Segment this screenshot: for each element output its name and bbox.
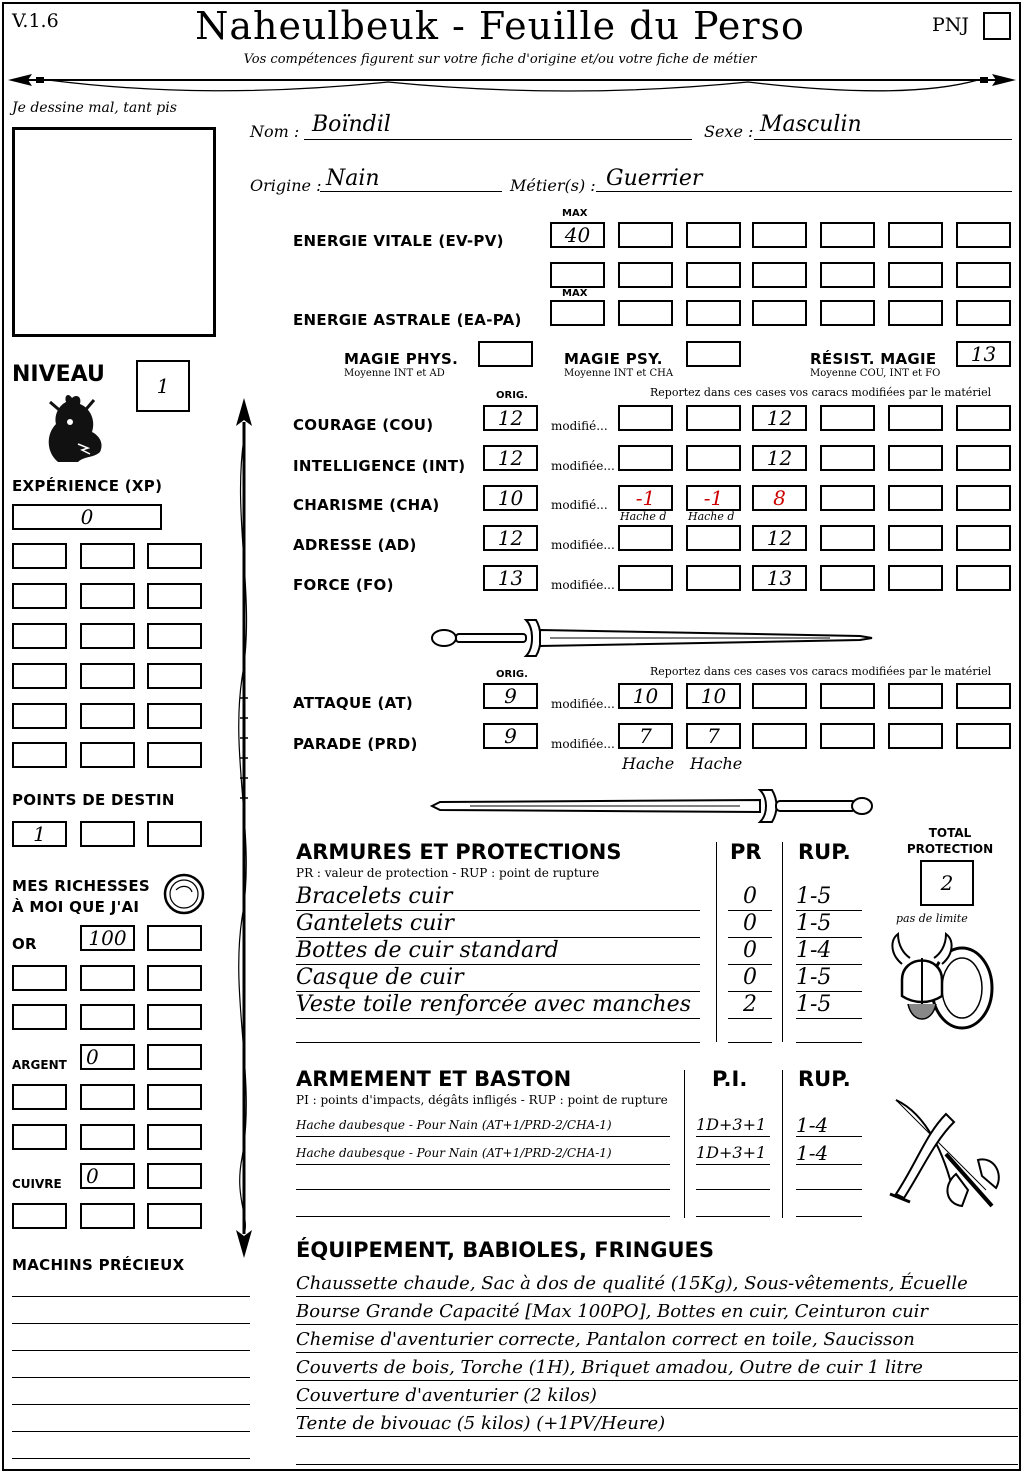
adresse-mod-2[interactable]	[686, 525, 741, 551]
crossed-weapons-icon	[886, 1094, 1006, 1216]
arme-line[interactable]	[696, 1189, 770, 1190]
xp-box[interactable]	[80, 583, 135, 609]
arme-line[interactable]	[296, 1216, 670, 1217]
charisme-note-2: Hache d	[688, 510, 735, 523]
pnj-label: PNJ	[932, 14, 970, 36]
xp-box[interactable]	[12, 703, 67, 729]
ea-box[interactable]	[618, 300, 673, 326]
courage-label: COURAGE (COU)	[293, 416, 434, 434]
armure-line[interactable]	[728, 1042, 772, 1043]
armure-rup[interactable]: 1-5	[796, 884, 862, 911]
or-label: OR	[12, 935, 37, 953]
argent-box[interactable]	[147, 1044, 202, 1070]
magie-psy-label: MAGIE PSY.	[564, 350, 663, 368]
courage-mod-box[interactable]	[956, 405, 1011, 431]
armures-divider	[716, 842, 717, 1042]
machins-label: MACHINS PRÉCIEUX	[12, 1256, 185, 1274]
ev-box[interactable]	[550, 262, 605, 288]
courage-mod-label: modifié...	[551, 419, 608, 433]
parade-mod-box[interactable]	[820, 723, 875, 749]
adresse-mod-label: modifiée...	[551, 538, 615, 552]
intelligence-mod-1[interactable]	[618, 445, 673, 471]
or-field[interactable]: 100	[80, 925, 135, 951]
charisme-mod-box[interactable]	[820, 485, 875, 511]
charisme-mod-box[interactable]	[956, 485, 1011, 511]
or-box[interactable]	[147, 965, 202, 991]
xp-box[interactable]	[147, 703, 202, 729]
cuivre-box[interactable]	[12, 1203, 67, 1229]
metier-label: Métier(s) :	[510, 176, 596, 195]
arme-name[interactable]: Hache daubesque - Pour Nain (AT+1/PRD-2/CHA-1)	[296, 1114, 670, 1137]
armure-pr[interactable]: 0	[728, 965, 772, 992]
pas-de-limite-note: pas de limite	[896, 912, 968, 925]
armures-pr-header: PR	[730, 840, 762, 864]
ea-box[interactable]	[956, 300, 1011, 326]
armement-note: PI : points d'impacts, dégâts infligés - RUP : point de rupture	[296, 1093, 668, 1107]
niveau-field[interactable]: 1	[136, 360, 190, 412]
ea-box[interactable]	[752, 300, 807, 326]
sword-icon	[430, 610, 875, 660]
magie-psy-field[interactable]	[686, 341, 741, 367]
combat-note-2: Hache	[690, 754, 743, 773]
armement-divider	[782, 1070, 783, 1218]
ev-box[interactable]	[686, 262, 741, 288]
version-label: V.1.6	[12, 10, 59, 32]
xp-box[interactable]	[80, 663, 135, 689]
carac-orig-label: ORIG.	[496, 390, 528, 401]
intelligence-mod-box[interactable]	[956, 445, 1011, 471]
xp-box[interactable]	[12, 663, 67, 689]
ea-max-field[interactable]	[550, 300, 605, 326]
force-label: FORCE (FO)	[293, 576, 394, 594]
portrait-box[interactable]	[12, 127, 216, 337]
destin-box[interactable]	[147, 821, 202, 847]
or-box[interactable]	[147, 1004, 202, 1030]
attaque-mod-label: modifiée...	[551, 697, 615, 711]
arme-rup[interactable]: 1-4	[796, 1114, 862, 1137]
arme-line[interactable]	[696, 1216, 770, 1217]
equipement-line[interactable]: Tente de bivouac (5 kilos) (+1PV/Heure)	[296, 1412, 1018, 1437]
parade-orig[interactable]: 9	[483, 723, 538, 749]
force-orig[interactable]: 13	[483, 565, 538, 591]
attaque-orig[interactable]: 9	[483, 683, 538, 709]
parade-label: PARADE (PRD)	[293, 735, 418, 753]
armure-name[interactable]: Casque de cuir	[296, 965, 700, 992]
ea-label: ENERGIE ASTRALE (EA-PA)	[293, 311, 522, 329]
pnj-checkbox[interactable]	[983, 12, 1011, 40]
armure-pr[interactable]: 2	[728, 992, 772, 1019]
or-box[interactable]	[147, 925, 202, 951]
armement-pi-header: P.I.	[712, 1067, 748, 1091]
cuivre-field[interactable]: 0	[80, 1163, 135, 1189]
ev-max-label: MAX	[562, 208, 588, 219]
armure-name[interactable]: Bracelets cuir	[296, 884, 700, 911]
or-box[interactable]	[80, 965, 135, 991]
ev-box[interactable]	[956, 262, 1011, 288]
niveau-label: NIVEAU	[12, 362, 105, 387]
force-mod-3[interactable]: 13	[752, 565, 807, 591]
charisme-orig[interactable]: 10	[483, 485, 538, 511]
arme-name[interactable]: Hache daubesque - Pour Nain (AT+1/PRD-2/CHA-1)	[296, 1142, 670, 1165]
magie-phys-note: Moyenne INT et AD	[344, 368, 445, 379]
force-mod-box[interactable]	[888, 565, 943, 591]
argent-label: ARGENT	[12, 1058, 67, 1072]
nom-label: Nom :	[250, 122, 300, 141]
xp-box[interactable]	[12, 543, 67, 569]
experience-field[interactable]: 0	[12, 504, 162, 530]
argent-box[interactable]	[147, 1124, 202, 1150]
magie-phys-label: MAGIE PHYS.	[344, 350, 459, 368]
armure-line[interactable]	[296, 1042, 700, 1043]
arme-line[interactable]	[296, 1189, 670, 1190]
resist-magie-field[interactable]: 13	[956, 341, 1011, 367]
ev-box[interactable]	[956, 222, 1011, 248]
ev-box[interactable]	[618, 262, 673, 288]
metier-field[interactable]: Guerrier	[596, 166, 1012, 192]
charisme-label: CHARISME (CHA)	[293, 496, 440, 514]
ev-max-field[interactable]: 40	[550, 222, 605, 248]
machins-line[interactable]	[12, 1431, 250, 1432]
armure-rup[interactable]: 1-5	[796, 992, 862, 1019]
machins-line[interactable]	[12, 1323, 250, 1324]
resist-magie-note: Moyenne COU, INT et FO	[810, 368, 941, 379]
force-mod-box[interactable]	[820, 565, 875, 591]
machins-line[interactable]	[12, 1296, 250, 1297]
attaque-label: ATTAQUE (AT)	[293, 694, 414, 712]
force-mod-box[interactable]	[956, 565, 1011, 591]
armures-divider	[782, 842, 783, 1042]
parade-mod-1[interactable]: 7	[618, 723, 673, 749]
armement-divider	[684, 1070, 685, 1218]
adresse-label: ADRESSE (AD)	[293, 536, 417, 554]
sheet-title: Naheulbeuk - Feuille du Perso	[195, 4, 805, 48]
attaque-mod-box[interactable]	[752, 683, 807, 709]
magie-phys-field[interactable]	[478, 341, 533, 367]
ea-box[interactable]	[888, 300, 943, 326]
ea-box[interactable]	[686, 300, 741, 326]
xp-box[interactable]	[147, 583, 202, 609]
xp-box[interactable]	[12, 583, 67, 609]
xp-box[interactable]	[80, 543, 135, 569]
intelligence-orig[interactable]: 12	[483, 445, 538, 471]
parade-mod-box[interactable]	[888, 723, 943, 749]
xp-box[interactable]	[147, 623, 202, 649]
parade-mod-box[interactable]	[752, 723, 807, 749]
force-mod-2[interactable]	[686, 565, 741, 591]
equipement-line[interactable]: Bourse Grande Capacité [Max 100PO], Bottes en cuir, Ceinturon cuir	[296, 1300, 1018, 1325]
armure-name[interactable]: Gantelets cuir	[296, 911, 700, 938]
ev-box[interactable]	[888, 262, 943, 288]
parade-mod-label: modifiée...	[551, 737, 615, 751]
xp-box[interactable]	[12, 623, 67, 649]
courage-orig[interactable]: 12	[483, 405, 538, 431]
adresse-orig[interactable]: 12	[483, 525, 538, 551]
armures-title: ARMURES ET PROTECTIONS	[296, 840, 622, 864]
ea-box[interactable]	[820, 300, 875, 326]
richesses-label-2: À MOI QUE J'AI	[12, 898, 140, 916]
xp-box[interactable]	[80, 742, 135, 768]
or-box[interactable]	[12, 1004, 67, 1030]
helmet-shield-icon	[886, 924, 996, 1036]
argent-field[interactable]: 0	[80, 1044, 135, 1070]
origine-field[interactable]: Nain	[320, 166, 502, 192]
equipement-line[interactable]: Chaussette chaude, Sac à dos de qualité (15Kg), Sous-vêtements, Écuelle	[296, 1272, 1018, 1297]
force-mod-label: modifiée...	[551, 578, 615, 592]
nom-field[interactable]: Boïndil	[304, 112, 692, 140]
sexe-label: Sexe :	[704, 122, 754, 141]
equipement-line[interactable]	[296, 1464, 1018, 1465]
armure-line[interactable]	[796, 1042, 862, 1043]
total-protection-field[interactable]: 2	[920, 860, 974, 906]
intelligence-mod-2[interactable]	[686, 445, 741, 471]
xp-box[interactable]	[80, 703, 135, 729]
carac-report-note: Reportez dans ces cases vos caracs modifiées par le matériel	[650, 386, 992, 399]
combat-orig-label: ORIG.	[496, 669, 528, 680]
ev-box[interactable]	[752, 222, 807, 248]
attaque-mod-box[interactable]	[956, 683, 1011, 709]
xp-box[interactable]	[147, 543, 202, 569]
arme-line[interactable]	[796, 1216, 862, 1217]
magie-psy-note: Moyenne INT et CHA	[564, 368, 674, 379]
arme-pi[interactable]: 1D+3+1	[696, 1142, 770, 1165]
ea-max-label: MAX	[562, 288, 588, 299]
courage-mod-2[interactable]	[686, 405, 741, 431]
argent-box[interactable]	[12, 1084, 67, 1110]
adresse-mod-1[interactable]	[618, 525, 673, 551]
adresse-mod-box[interactable]	[888, 525, 943, 551]
origine-label: Origine :	[250, 176, 322, 195]
equipement-line[interactable]: Couverture d'aventurier (2 kilos)	[296, 1384, 1018, 1409]
armure-name[interactable]: Veste toile renforcée avec manches	[296, 992, 700, 1019]
coin-icon	[162, 872, 206, 916]
or-box[interactable]	[80, 1004, 135, 1030]
machins-line[interactable]	[12, 1377, 250, 1378]
intelligence-mod-3[interactable]: 12	[752, 445, 807, 471]
spear-icon	[226, 398, 262, 1258]
resist-magie-label: RÉSIST. MAGIE	[810, 350, 937, 368]
intelligence-mod-box[interactable]	[820, 445, 875, 471]
argent-box[interactable]	[80, 1084, 135, 1110]
armure-pr[interactable]: 0	[728, 884, 772, 911]
armures-note: PR : valeur de protection - RUP : point de rupture	[296, 866, 600, 880]
adresse-mod-box[interactable]	[956, 525, 1011, 551]
armure-pr[interactable]: 0	[728, 938, 772, 965]
destin-box[interactable]	[80, 821, 135, 847]
ev-box[interactable]	[820, 222, 875, 248]
parade-mod-box[interactable]	[956, 723, 1011, 749]
combat-note-1: Hache	[622, 754, 675, 773]
sword-icon	[430, 784, 875, 828]
charisme-mod-box[interactable]	[888, 485, 943, 511]
arme-line[interactable]	[796, 1189, 862, 1190]
charisme-mod-2[interactable]: -1	[686, 485, 741, 511]
attaque-mod-2[interactable]: 10	[686, 683, 741, 709]
armement-rup-header: RUP.	[798, 1067, 851, 1091]
attaque-mod-box[interactable]	[820, 683, 875, 709]
force-mod-1[interactable]	[618, 565, 673, 591]
charisme-mod-3[interactable]: 8	[752, 485, 807, 511]
spear-divider-icon	[8, 68, 1016, 96]
armure-rup[interactable]: 1-4	[796, 938, 862, 965]
portrait-caption: Je dessine mal, tant pis	[12, 100, 177, 116]
ev-box[interactable]	[888, 222, 943, 248]
cuivre-box[interactable]	[80, 1203, 135, 1229]
attaque-mod-box[interactable]	[888, 683, 943, 709]
ev-box[interactable]	[618, 222, 673, 248]
adresse-mod-box[interactable]	[820, 525, 875, 551]
arme-pi[interactable]: 1D+3+1	[696, 1114, 770, 1137]
courage-mod-3[interactable]: 12	[752, 405, 807, 431]
xp-box[interactable]	[80, 623, 135, 649]
intelligence-label: INTELLIGENCE (INT)	[293, 457, 466, 475]
courage-mod-1[interactable]	[618, 405, 673, 431]
cuivre-box[interactable]	[147, 1163, 202, 1189]
total-protection-label-1: TOTAL	[928, 826, 972, 840]
armures-rup-header: RUP.	[798, 840, 851, 864]
ev-box[interactable]	[686, 222, 741, 248]
or-box[interactable]	[12, 965, 67, 991]
courage-mod-box[interactable]	[888, 405, 943, 431]
charisme-mod-label: modifié...	[551, 498, 608, 512]
intelligence-mod-box[interactable]	[888, 445, 943, 471]
intelligence-mod-label: modifiée...	[551, 459, 615, 473]
xp-box[interactable]	[147, 742, 202, 768]
xp-box[interactable]	[147, 663, 202, 689]
charisme-mod-1[interactable]: -1	[618, 485, 673, 511]
ev-box[interactable]	[820, 262, 875, 288]
xp-box[interactable]	[12, 742, 67, 768]
richesses-label-1: MES RICHESSES	[12, 877, 151, 895]
cuivre-box[interactable]	[147, 1203, 202, 1229]
machins-line[interactable]	[12, 1458, 250, 1459]
total-protection-label-2: PROTECTION	[906, 842, 994, 856]
armure-name[interactable]: Bottes de cuir standard	[296, 938, 700, 965]
ev-box[interactable]	[752, 262, 807, 288]
equipement-line[interactable]: Chemise d'aventurier correcte, Pantalon correct en toile, Saucisson	[296, 1328, 1018, 1353]
arme-rup[interactable]: 1-4	[796, 1142, 862, 1165]
ev-label: ENERGIE VITALE (EV-PV)	[293, 232, 504, 250]
destin-label: POINTS DE DESTIN	[12, 791, 175, 809]
armure-pr[interactable]: 0	[728, 911, 772, 938]
equipement-line[interactable]: Couverts de bois, Torche (1H), Briquet amadou, Outre de cuir 1 litre	[296, 1356, 1018, 1381]
combat-report-note: Reportez dans ces cases vos caracs modifiées par le matériel	[650, 665, 992, 678]
cuivre-label: CUIVRE	[12, 1177, 62, 1191]
sexe-field[interactable]: Masculin	[754, 112, 1012, 140]
experience-label: EXPÉRIENCE (XP)	[12, 477, 163, 495]
equipement-title: ÉQUIPEMENT, BABIOLES, FRINGUES	[296, 1238, 714, 1262]
dragon-head-icon	[38, 392, 108, 464]
armure-rup[interactable]: 1-5	[796, 911, 862, 938]
courage-mod-box[interactable]	[820, 405, 875, 431]
adresse-mod-3[interactable]: 12	[752, 525, 807, 551]
attaque-mod-1[interactable]: 10	[618, 683, 673, 709]
argent-box[interactable]	[12, 1124, 67, 1150]
sheet-subtitle: Vos compétences figurent sur votre fiche d'origine et/ou votre fiche de métier	[243, 52, 757, 67]
parade-mod-2[interactable]: 7	[686, 723, 741, 749]
armement-title: ARMEMENT ET BASTON	[296, 1067, 572, 1091]
charisme-note-1: Hache d	[620, 510, 667, 523]
argent-box[interactable]	[80, 1124, 135, 1150]
machins-line[interactable]	[12, 1404, 250, 1405]
argent-box[interactable]	[147, 1084, 202, 1110]
destin-field[interactable]: 1	[12, 821, 67, 847]
machins-line[interactable]	[12, 1350, 250, 1351]
armure-rup[interactable]: 1-5	[796, 965, 862, 992]
